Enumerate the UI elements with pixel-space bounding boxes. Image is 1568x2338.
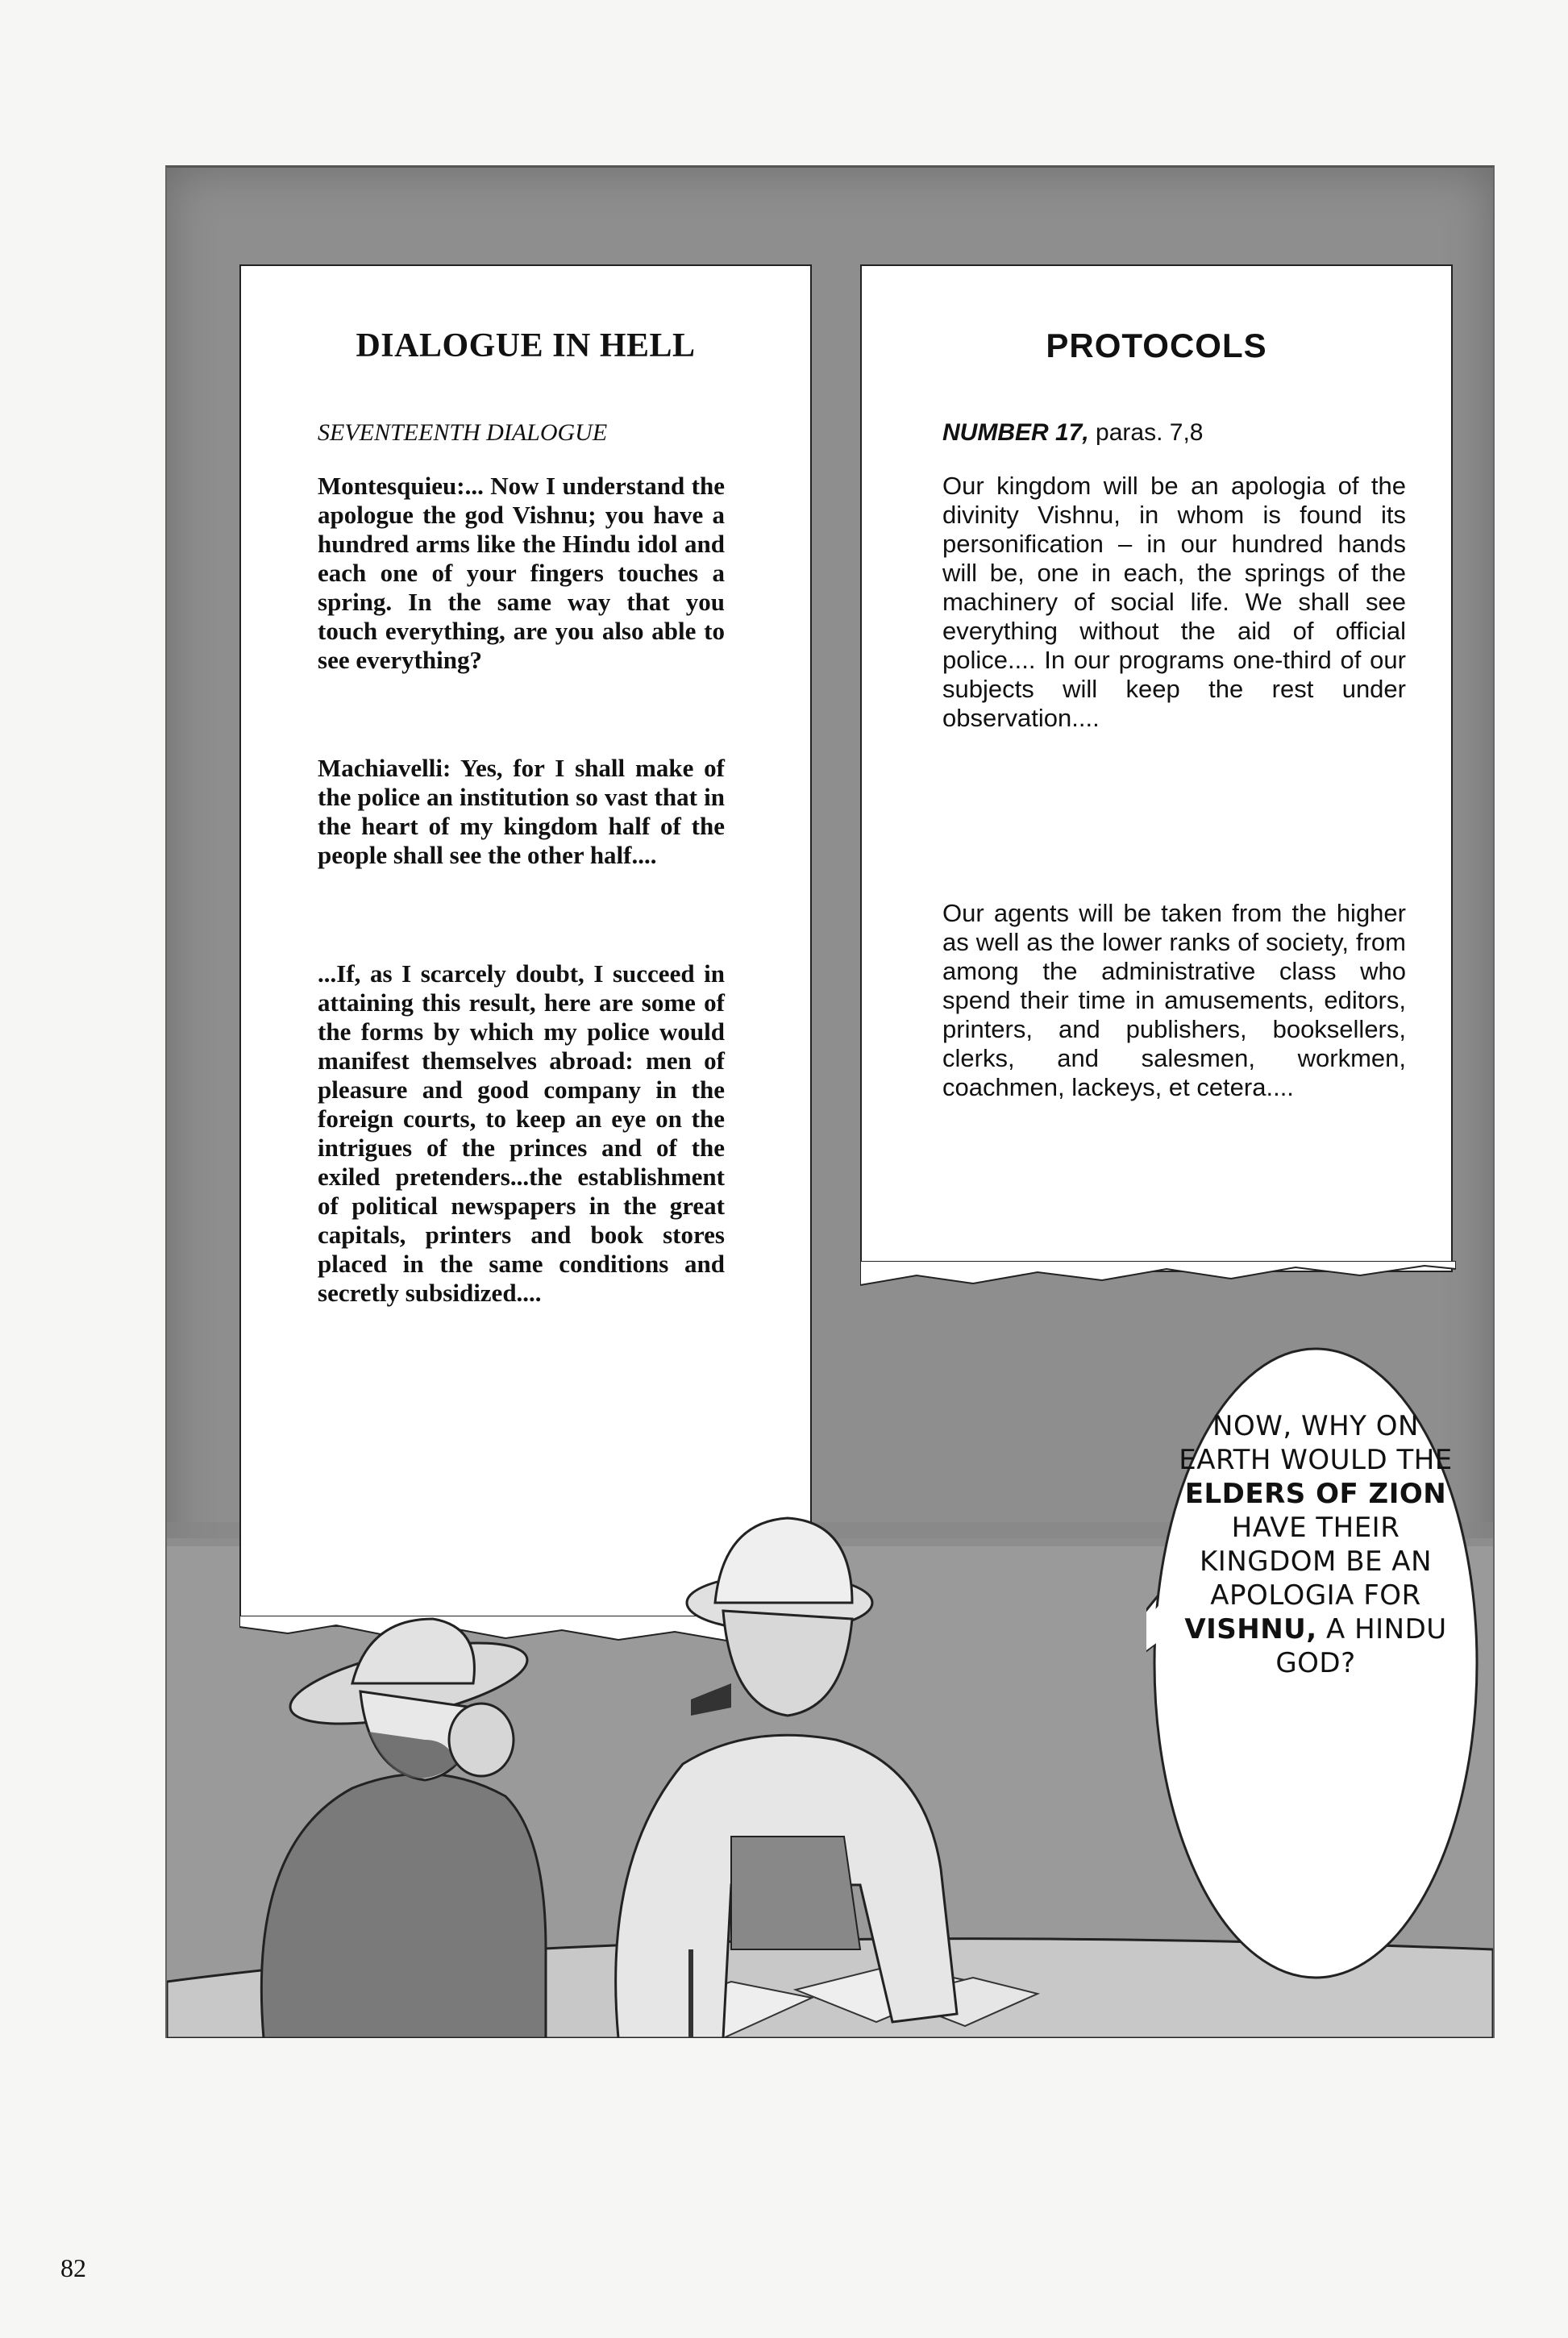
document-paragraph: Our kingdom will be an apologia of the divinity Vishnu, in whom is found its personification – in our hundred hands will be, one in each, the springs of the machinery of social life. We shall see everything without the aid of official police.... In our programs one-third of our subjects will keep the rest under observation.... xyxy=(942,472,1406,732)
document-paragraph: ...If, as I scarcely doubt, I succeed in attaining this result, here are some of the forms by which my police would manifest themselves abroad: men of pleasure and good company in the foreign courts, to keep an eye on the intrigues of the princes and of the exiled pretenders...the establishment of political newspapers in the great capitals, printers and book stores placed in the same conditions and secretly subsidized.... xyxy=(318,959,725,1307)
protocol-number: NUMBER 17, xyxy=(942,419,1089,446)
document-title: DIALOGUE IN HELL xyxy=(356,327,696,364)
document-subtitle xyxy=(942,419,1203,447)
dialogue-in-hell-document xyxy=(239,264,812,1627)
speech-bubble xyxy=(1146,1341,1485,1986)
document-paragraph: Machiavelli: Yes, for I shall make of the police an institution so vast that in the heart of my kingdom half of the people shall see the other half.... xyxy=(318,754,725,869)
seated-man xyxy=(261,1619,546,2038)
comic-panel xyxy=(165,165,1495,2038)
bubble-emphasis: VISHNU, xyxy=(1184,1613,1317,1645)
document-paragraph: Our agents will be taken from the higher as well as the lower ranks of society, from among the administrative class who spend their time in amusements, editors, printers, and publishers, booksellers, clerks, and salesmen, workmen, coachmen, lackeys, et cetera.... xyxy=(942,899,1406,1101)
document-subtitle: SEVENTEENTH DIALOGUE xyxy=(318,419,608,446)
bubble-line: NOW, WHY ON EARTH WOULD THE xyxy=(1179,1410,1453,1476)
protocols-document xyxy=(860,264,1453,1272)
torn-edge xyxy=(860,1261,1456,1293)
page-number: 82 xyxy=(60,2253,86,2282)
document-paragraph: Montesquieu:... Now I understand the apologue the god Vishnu; you have a hundred arms like the Hindu idol and each one of your fingers touches a spring. In the same way that you touch everything, are you also able to see everything? xyxy=(318,472,725,674)
bubble-emphasis: ELDERS OF ZION xyxy=(1184,1478,1447,1510)
speech-bubble-text xyxy=(1179,1409,1453,1680)
document-title: PROTOCOLS xyxy=(1046,327,1267,364)
bubble-line: HAVE THEIR KINGDOM BE AN APOLOGIA FOR xyxy=(1200,1512,1432,1612)
bubble-line: A HINDU GOD? xyxy=(1275,1613,1447,1679)
protocol-paras: paras. 7,8 xyxy=(1096,419,1204,446)
